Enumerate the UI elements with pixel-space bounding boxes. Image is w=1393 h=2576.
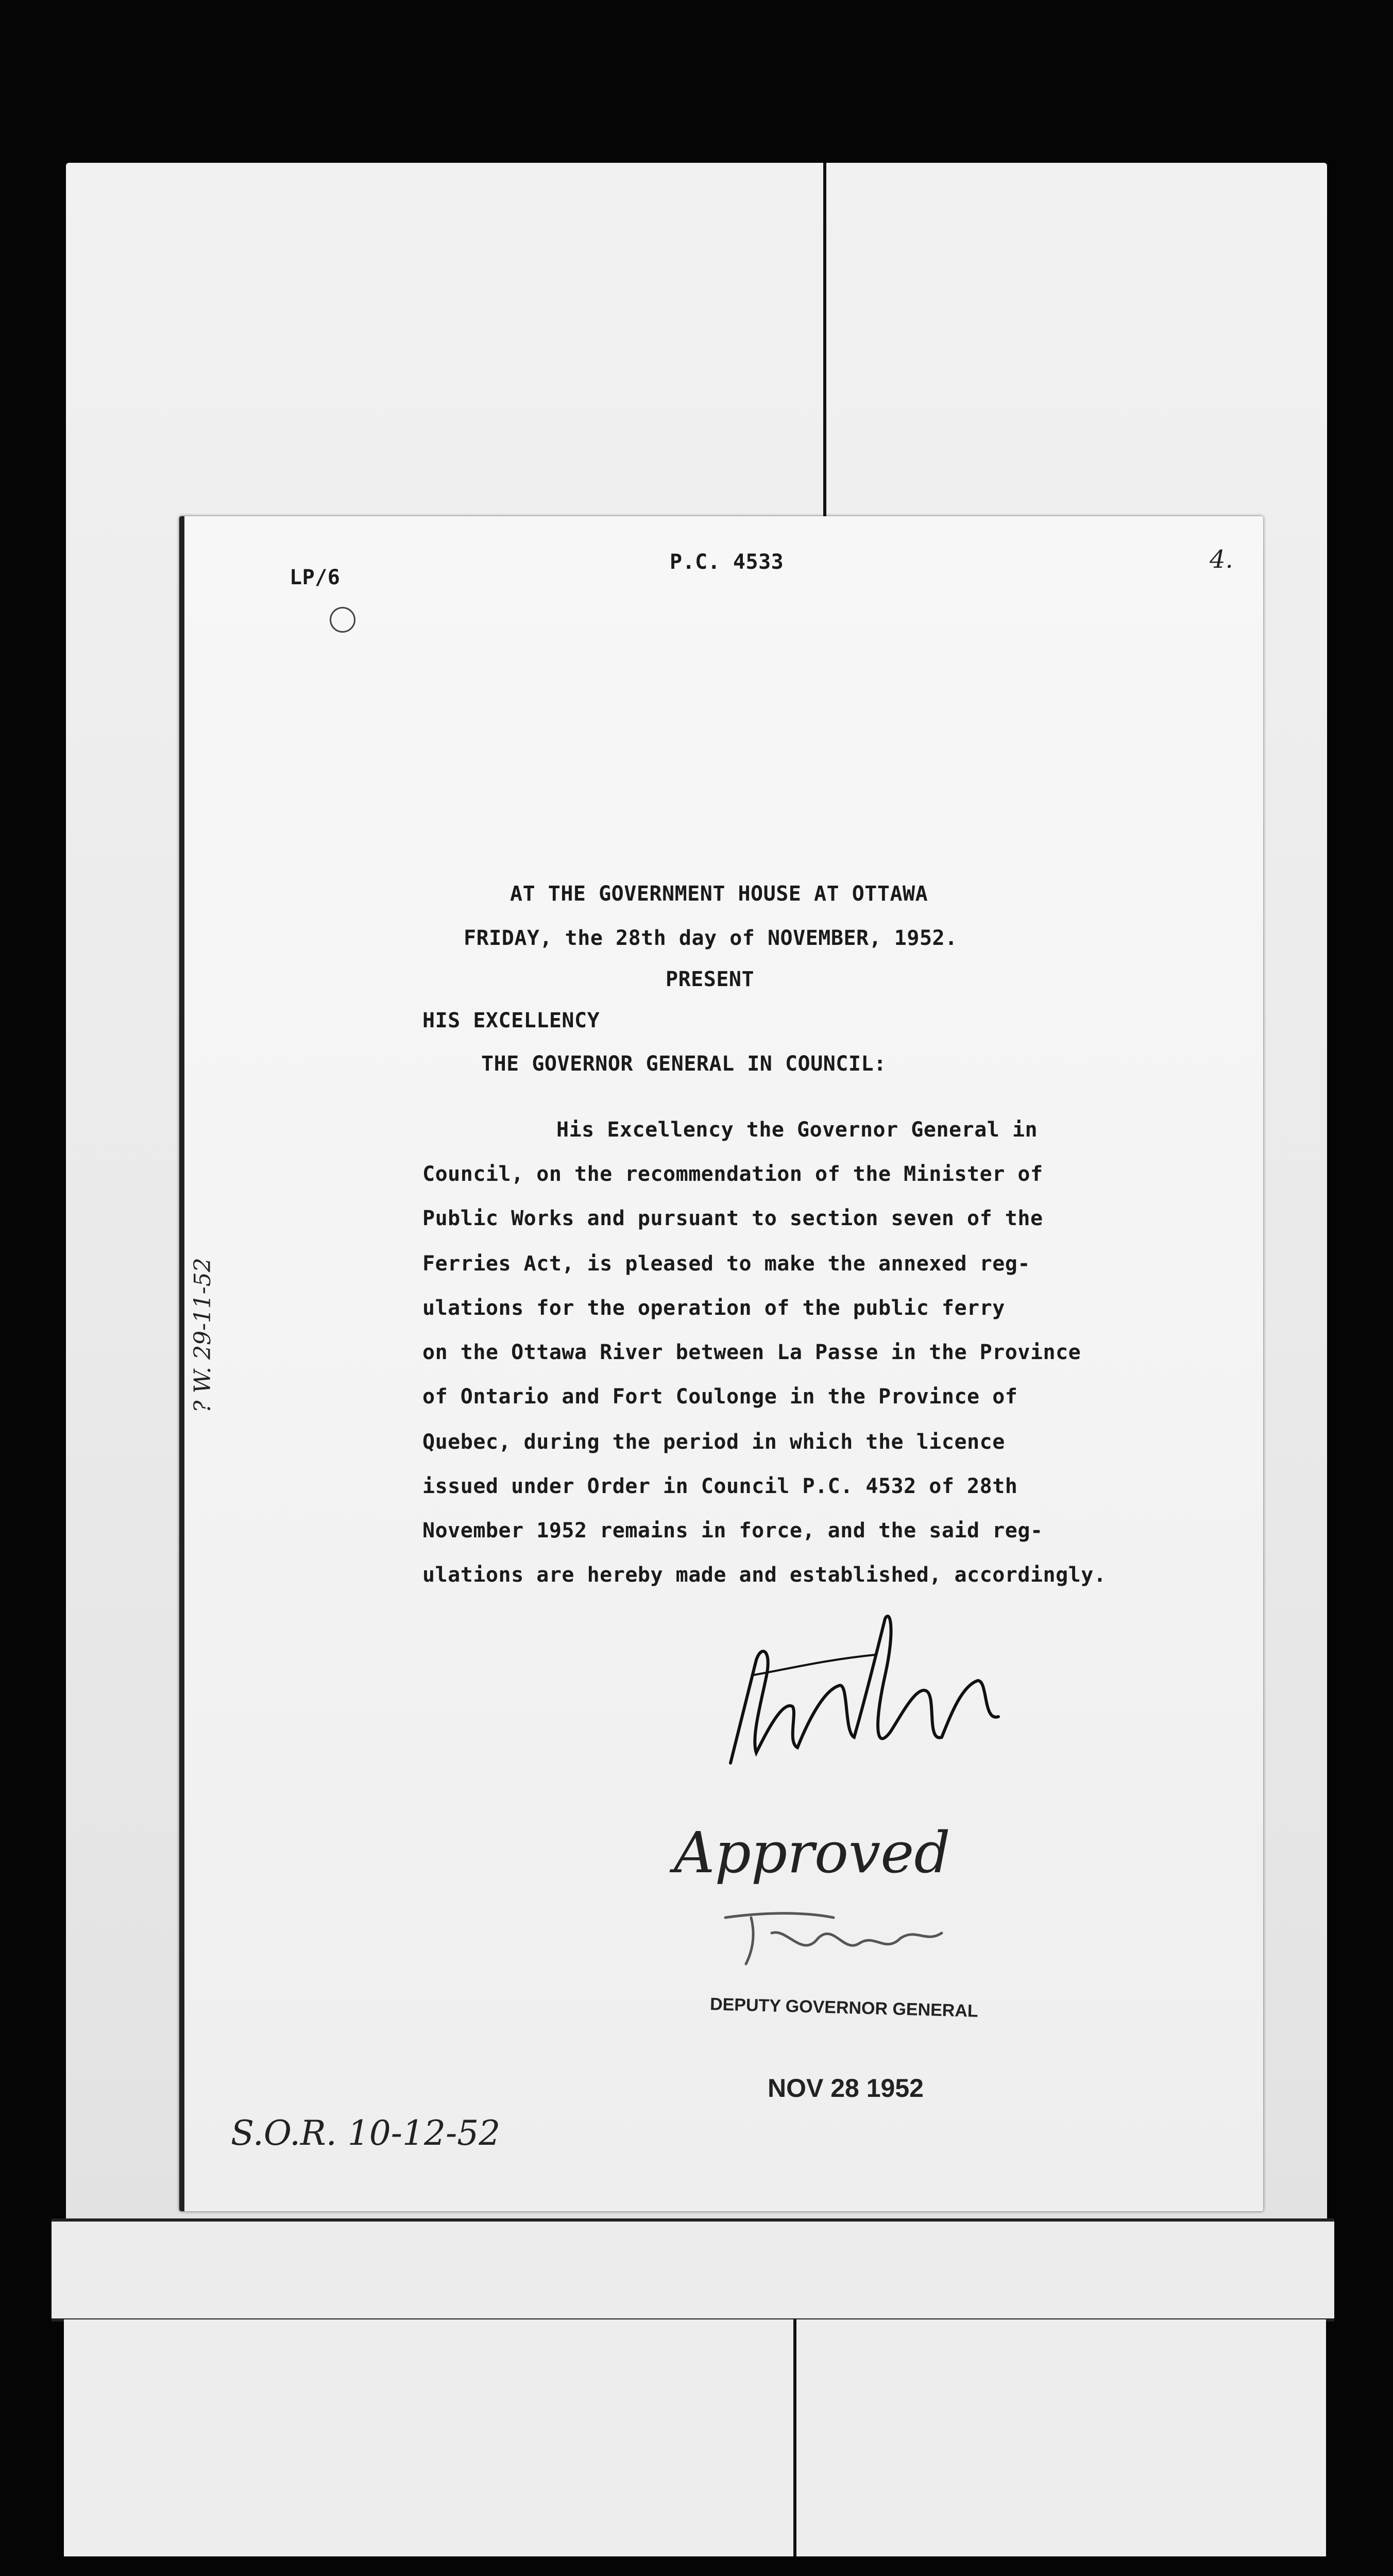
deputy-signature-image <box>720 1897 947 1974</box>
hole-punch <box>330 607 355 633</box>
fold-line-top <box>823 163 826 523</box>
sor-note: S.O.R. 10-12-52 <box>231 2113 501 2153</box>
file-reference: LP/6 <box>290 566 341 589</box>
body-line: ulations for the operation of the public ferry <box>422 1296 1005 1320</box>
heading-governor-general: THE GOVERNOR GENERAL IN COUNCIL: <box>481 1052 887 1076</box>
body-line: Public Works and pursuant to section seven of the <box>422 1207 1043 1230</box>
heading-location: AT THE GOVERNMENT HOUSE AT OTTAWA <box>510 882 928 906</box>
order-in-council-page <box>179 516 1263 2211</box>
approved-handwriting: Approved <box>674 1820 950 1886</box>
heading-present: PRESENT <box>666 968 755 991</box>
signature-image <box>720 1598 1009 1784</box>
margin-note: ? W. 29-11-52 <box>190 1258 216 1413</box>
bottom-sheet <box>64 2319 1326 2556</box>
body-line: Council, on the recommendation of the Minister of <box>422 1162 1043 1186</box>
body-line: ulations are hereby made and established, accordingly. <box>422 1563 1107 1587</box>
body-line: issued under Order in Council P.C. 4532 of 28th <box>422 1475 1018 1498</box>
body-line: on the Ottawa River between La Passe in the Province <box>422 1341 1081 1364</box>
body-line: Quebec, during the period in which the licence <box>422 1430 1005 1454</box>
deputy-governor-stamp: DEPUTY GOVERNOR GENERAL <box>709 1994 979 2021</box>
date-stamp: NOV 28 1952 <box>768 2074 924 2103</box>
heading-date: FRIDAY, the 28th day of NOVEMBER, 1952. <box>464 926 958 950</box>
body-line: Ferries Act, is pleased to make the annexed reg- <box>422 1252 1030 1276</box>
page-number-mark: 4. <box>1210 545 1233 574</box>
body-line: His Excellency the Governor General in <box>556 1118 1038 1142</box>
heading-his-excellency: HIS EXCELLENCY <box>422 1009 600 1032</box>
body-line: of Ontario and Fort Coulonge in the Province of <box>422 1385 1018 1409</box>
body-line: November 1952 remains in force, and the said reg- <box>422 1519 1043 1543</box>
fold-line-bottom <box>793 2319 796 2556</box>
order-number: P.C. 4533 <box>670 550 784 574</box>
overlap-strip <box>52 2218 1334 2321</box>
